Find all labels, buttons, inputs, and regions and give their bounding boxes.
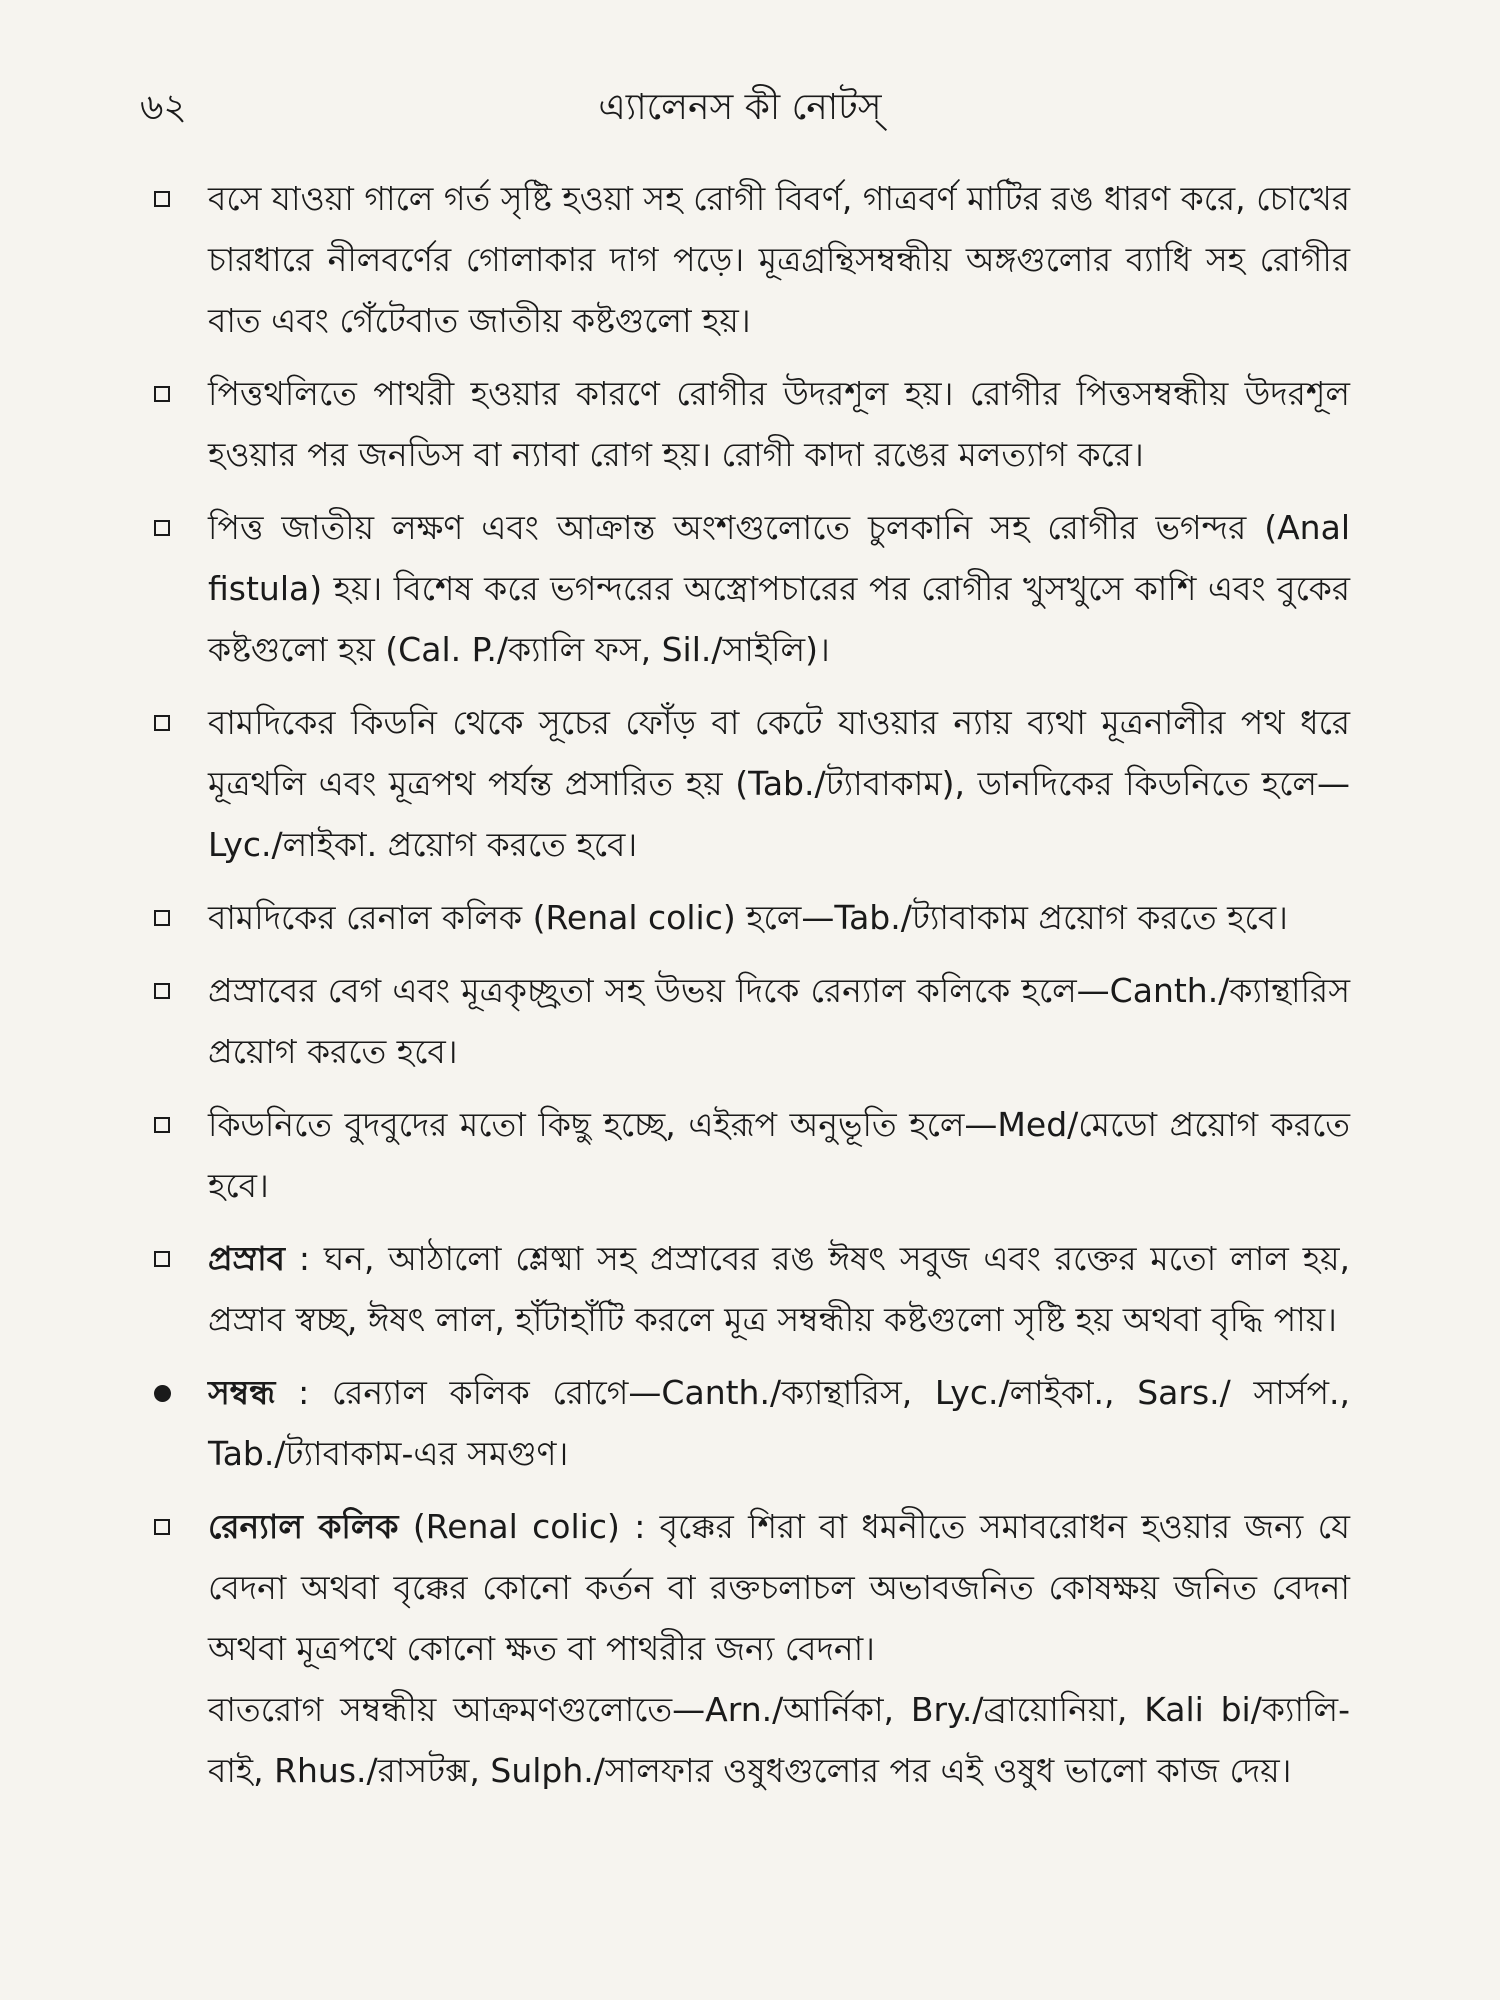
item-text: প্রস্রাবের বেগ এবং মূত্রকৃচ্ছ্রতা সহ উভয় দিকে রেন্যাল কলিকে হলে—Canth./ক্যান্থারিস প্রয়োগ করতে হবে। <box>208 971 1350 1071</box>
checkbox-square-icon <box>154 1117 170 1133</box>
item-text: বামদিকের কিডনি থেকে সূচের ফোঁড় বা কেটে যাওয়ার ন্যায় ব্যথা মূত্রনালীর পথ ধরে মূত্রথলি এবং মূত্রপথ পর্যন্ত প্রসারিত হয় (Tab./ট্যাবাকাম), ডানদিকের কিডনিতে হলে—Lyc./লাইকা. প্রয়োগ করতে হবে। <box>208 703 1350 864</box>
checkbox-square-icon <box>154 910 170 926</box>
list-item <box>140 1496 1350 1801</box>
checkbox-square-icon <box>154 191 170 207</box>
page-header <box>140 78 1340 138</box>
list-item <box>140 1228 1350 1350</box>
item-text: পিত্ত জাতীয় লক্ষণ এবং আক্রান্ত অংশগুলোতে চুলকানি সহ রোগীর ভগন্দর (Anal fistula) হয়। বিশেষ করে ভগন্দরের অস্ত্রোপচারের পর রোগীর খুসখুসে কাশি এবং বুকের কষ্টগুলো হয় (Cal. P./ক্যালি ফস, Sil./সাইলি)। <box>208 508 1350 669</box>
item-text: : রেন্যাল কলিক রোগে—Canth./ক্যান্থারিস, Lyc./লাইকা., Sars./ সার্সপ., Tab./ট্যাবাকাম-এর সমগুণ। <box>208 1373 1350 1473</box>
checkbox-square-icon <box>154 983 170 999</box>
item-text: বামদিকের রেনাল কলিক (Renal colic) হলে—Tab./ট্যাবাকাম প্রয়োগ করতে হবে। <box>208 898 1288 937</box>
list-item <box>140 692 1350 875</box>
page-number: ৬২ <box>140 87 187 128</box>
item-text: কিডনিতে বুদবুদের মতো কিছু হচ্ছে, এইরূপ অনুভূতি হলে—Med/মেডো প্রয়োগ করতে হবে। <box>208 1105 1350 1205</box>
checkbox-square-icon <box>154 386 170 402</box>
item-text: পিত্তথলিতে পাথরী হওয়ার কারণে রোগীর উদরশূল হয়। রোগীর পিত্তসম্বন্ধীয় উদরশূল হওয়ার পর জনডিস বা ন্যাবা রোগ হয়। রোগী কাদা রঙের মলত্যাগ করে। <box>208 374 1350 474</box>
checkbox-square-icon <box>154 1519 170 1535</box>
list-item <box>140 497 1350 680</box>
list-item <box>140 887 1350 948</box>
running-title: এ্যালেনস কী নোটস্ <box>598 87 882 128</box>
checkbox-square-icon <box>154 520 170 536</box>
item-text: বসে যাওয়া গালে গর্ত সৃষ্টি হওয়া সহ রোগী বিবর্ণ, গাত্রবর্ণ মাটির রঙ ধারণ করে, চোখের চারধারে নীলবর্ণের গোলাকার দাগ পড়ে। মূত্রগ্রন্থিসম্বন্ধীয় অঙ্গগুলোর ব্যাধি সহ রোগীর বাত এবং গেঁটেবাত জাতীয় কষ্টগুলো হয়। <box>208 179 1350 340</box>
list-item <box>140 1362 1350 1484</box>
item-text: (Renal colic) : বৃক্কের শিরা বা ধমনীতে সমাবরোধন হওয়ার জন্য যে বেদনা অথবা বৃক্কের কোনো কর্তন বা রক্তচলাচল অভাবজনিত কোষক্ষয় জনিত বেদনা অথবা মূত্রপথে কোনো ক্ষত বা পাথরীর জন্য বেদনা। <box>208 1507 1350 1668</box>
item-text: : ঘন, আঠালো শ্লেষ্মা সহ প্রস্রাবের রঙ ঈষৎ সবুজ এবং রক্তের মতো লাল হয়, প্রস্রাব স্বচ্ছ, ঈষৎ লাল, হাঁটাহাঁটি করলে মূত্র সম্বন্ধীয় কষ্টগুলো সৃষ্টি হয় অথবা বৃদ্ধি পায়। <box>208 1239 1350 1339</box>
checkbox-square-icon <box>154 715 170 731</box>
list-item <box>140 168 1350 351</box>
item-label: প্রস্রাব <box>208 1239 286 1278</box>
item-label: রেন্যাল কলিক <box>208 1507 399 1546</box>
item-continuation: বাতরোগ সম্বন্ধীয় আক্রমণগুলোতে—Arn./আর্নিকা, Bry./ব্রায়োনিয়া, Kali bi/ক্যালি-বাই, Rhus./রাসটক্স, Sulph./সালফার ওষুধগুলোর পর এই ওষুধ ভালো কাজ দেয়। <box>208 1690 1350 1790</box>
list-item <box>140 960 1350 1082</box>
checkbox-square-icon <box>154 1251 170 1267</box>
list-item <box>140 1094 1350 1216</box>
bullet-icon <box>154 1385 171 1402</box>
item-label: সম্বন্ধ <box>208 1373 276 1412</box>
page-content <box>140 168 1350 1813</box>
list-item <box>140 363 1350 485</box>
